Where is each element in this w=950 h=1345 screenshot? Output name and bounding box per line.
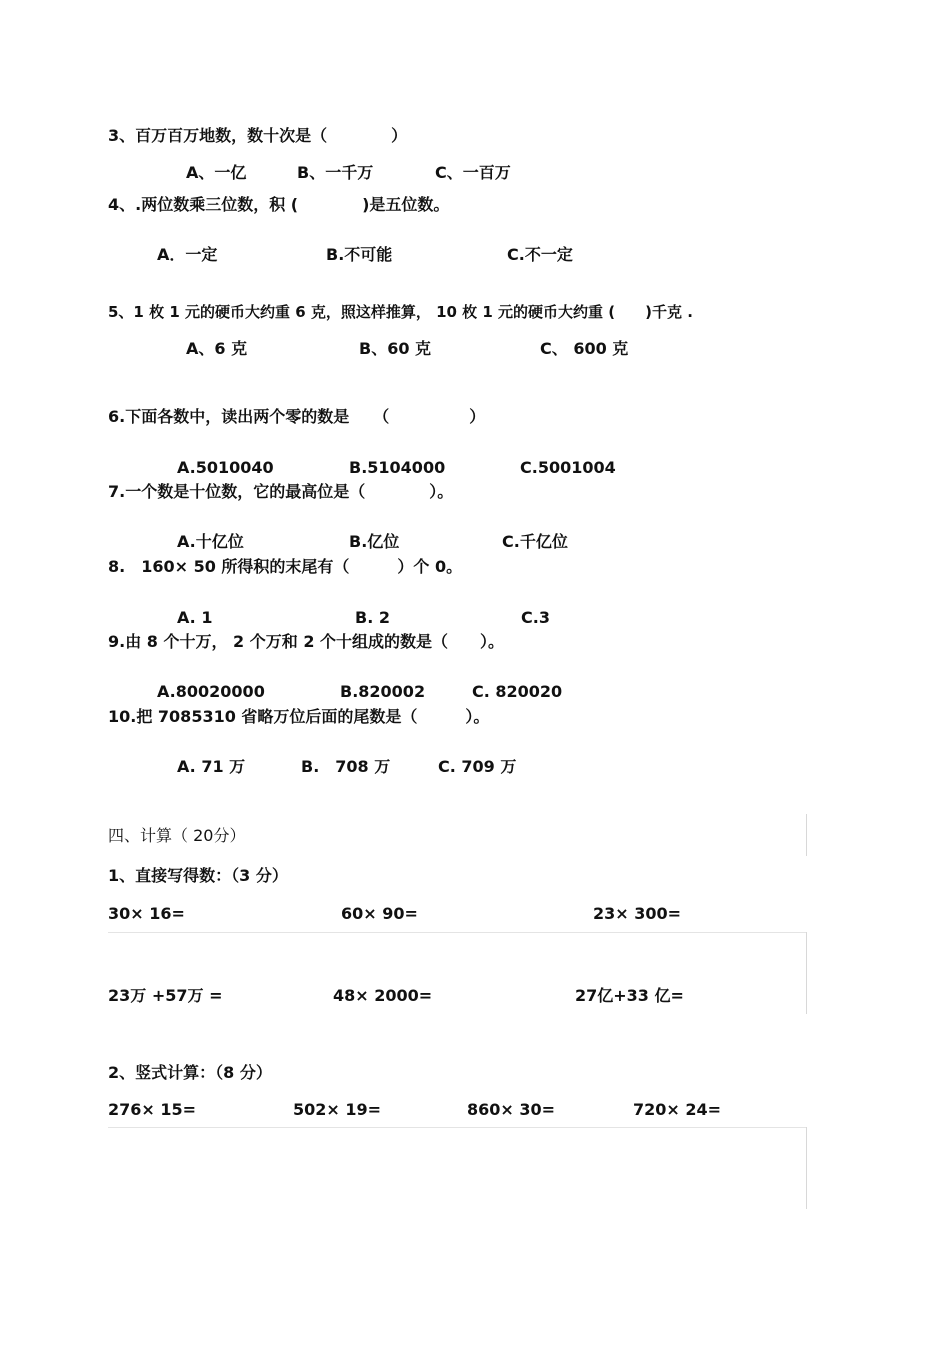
question-6-stem: 6.下面各数中，读出两个零的数是 （ ） [108, 407, 486, 426]
question-6-option-b: B.5104000 [349, 458, 446, 477]
question-10-option-b: B. 708 万 [301, 757, 391, 776]
question-8-option-a: A. 1 [177, 608, 213, 627]
question-6-option-c: C.5001004 [520, 458, 616, 477]
question-10-stem: 10.把 7085310 省略万位后面的尾数是（ ）。 [108, 707, 490, 726]
question-10-option-c: C. 709 万 [438, 757, 517, 776]
mental-math-5: 48× 2000= [333, 986, 433, 1005]
answer-area-top-rule [108, 932, 806, 933]
answer-area-right-rule [806, 932, 807, 1014]
question-5-option-c: C、 600 克 [540, 339, 629, 358]
question-4-option-a: A．一定 [157, 245, 218, 264]
question-9-stem: 9.由 8 个十万， 2 个万和 2 个十组成的数是（ ）。 [108, 632, 505, 651]
question-7-stem: 7.一个数是十位数，它的最高位是（ ）。 [108, 482, 454, 501]
question-4-option-b: B.不可能 [326, 245, 393, 264]
vertical-calc-1: 276× 15= [108, 1100, 197, 1119]
question-5-option-a: A、6 克 [186, 339, 248, 358]
question-3-stem: 3、百万百万地数，数十次是（ ） [108, 126, 408, 145]
part-1-title: 1、直接写得数：（3 分） [108, 866, 288, 885]
question-7-option-c: C.千亿位 [502, 532, 568, 551]
question-4-option-c: C.不一定 [507, 245, 573, 264]
mental-math-6: 27亿+33 亿= [575, 986, 684, 1005]
question-7-option-b: B.亿位 [349, 532, 400, 551]
question-9-option-a: A.80020000 [157, 682, 265, 701]
question-3-option-c: C、一百万 [435, 163, 511, 182]
question-3-option-a: A、一亿 [186, 163, 247, 182]
vertical-calc-area-right-rule [806, 1127, 807, 1209]
part-2-title: 2、竖式计算：（8 分） [108, 1063, 272, 1082]
question-5-option-b: B、60 克 [359, 339, 432, 358]
question-9-option-c: C. 820020 [472, 682, 563, 701]
section-divider-vertical [806, 814, 807, 856]
vertical-calc-3: 860× 30= [467, 1100, 556, 1119]
question-8-option-c: C.3 [521, 608, 550, 627]
question-10-option-a: A. 71 万 [177, 757, 246, 776]
question-7-option-a: A.十亿位 [177, 532, 244, 551]
question-8-option-b: B. 2 [355, 608, 390, 627]
mental-math-1: 30× 16= [108, 904, 185, 923]
question-9-option-b: B.820002 [340, 682, 426, 701]
mental-math-3: 23× 300= [593, 904, 682, 923]
section-4-title: 四、计算（ 20分） [108, 826, 246, 845]
question-4-stem: 4、.两位数乘三位数，积 ( )是五位数。 [108, 195, 450, 214]
vertical-calc-2: 502× 19= [293, 1100, 382, 1119]
mental-math-2: 60× 90= [341, 904, 418, 923]
vertical-calc-area-top-rule [108, 1127, 806, 1128]
question-6-option-a: A.5010040 [177, 458, 274, 477]
question-3-option-b: B、一千万 [297, 163, 374, 182]
question-8-stem: 8. 160× 50 所得积的末尾有（ ）个 0。 [108, 557, 463, 576]
question-5-stem: 5、1 枚 1 元的硬币大约重 6 克，照这样推算， 10 枚 1 元的硬币大约重 ( )千克 . [108, 303, 693, 321]
mental-math-4: 23万 +57万 = [108, 986, 223, 1005]
vertical-calc-4: 720× 24= [633, 1100, 722, 1119]
